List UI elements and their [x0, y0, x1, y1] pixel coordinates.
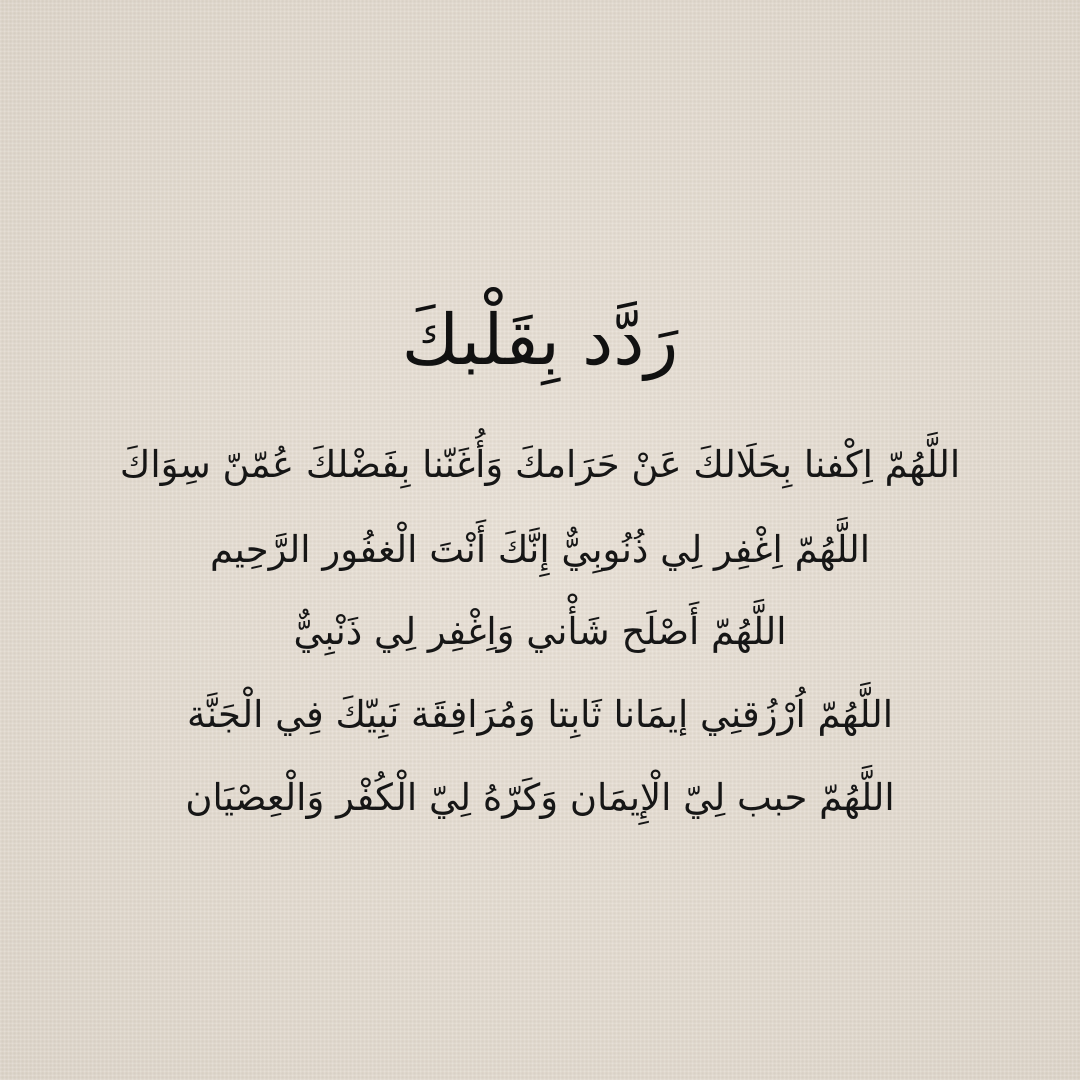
supplication-line-2: اللَّهُمّ اِغْفِر لِي ذُنُوبِيٌّ إِنَّكَ أَنْتَ الْغفُور الرَّحِيم — [209, 528, 871, 571]
card-title: رَدَّد بِقَلْبكَ — [401, 299, 679, 381]
supplication-line-5: اللَّهُمّ حبب لِيّ الْإِيمَان وَكَرّهُ لِيّ الْكُفْر وَالْعِصْيَان — [185, 776, 895, 819]
supplication-line-1: اللَّهُمّ اِكْفنا بِحَلَالكَ عَنْ حَرَامكَ وَأُغَنّنا بِفَضْلكَ عُمّنّ سِوَاكَ — [119, 443, 961, 486]
supplication-line-4: اللَّهُمّ اُرْزُقنِي إيمَانا ثَابِتا وَمُرَافِقَة نَبِيّكَ فِي الْجَنَّة — [186, 693, 894, 736]
supplication-line-3: اللَّهُمّ أَصْلَح شَأْني وَاِغْفِر لِي ذَنْبِيٌّ — [293, 610, 787, 653]
